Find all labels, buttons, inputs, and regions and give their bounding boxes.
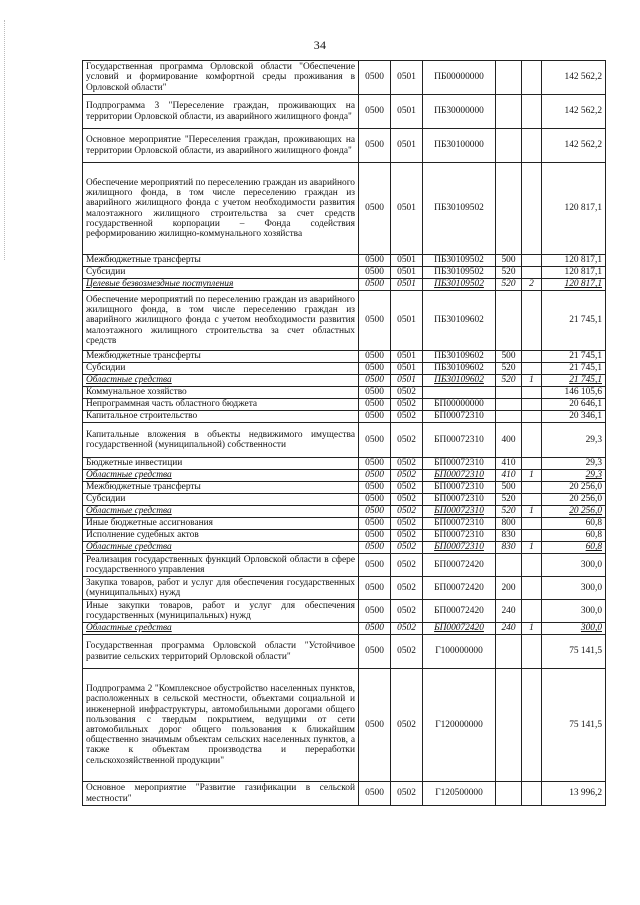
row-name: Основное мероприятие "Развитие газификации в сельской местности" <box>83 782 359 806</box>
row-section-code: 0500 <box>359 577 391 600</box>
row-section-code: 0500 <box>359 267 391 279</box>
table-row <box>83 267 606 279</box>
row-expense-type: 500 <box>496 482 522 494</box>
row-expense-type: 520 <box>496 279 522 291</box>
row-funding-source <box>522 554 542 577</box>
row-expense-type: 410 <box>496 458 522 470</box>
row-expense-type: 520 <box>496 506 522 518</box>
row-subsection-code: 0502 <box>391 458 423 470</box>
row-section-code: 0500 <box>359 530 391 542</box>
row-target-code: БП00072310 <box>423 411 496 423</box>
row-target-code: БП00072310 <box>423 518 496 530</box>
table-row <box>83 518 606 530</box>
row-target-code: БП00000000 <box>423 399 496 411</box>
row-name: Иные бюджетные ассигнования <box>83 518 359 530</box>
table-row <box>83 279 606 291</box>
row-expense-type <box>496 387 522 399</box>
row-name: Областные средства <box>83 470 359 482</box>
row-section-code: 0500 <box>359 95 391 129</box>
row-name: Обеспечение мероприятий по переселению граждан из аварийного жилищного фонда, в том числе переселению граждан из аварийного жилищного фонда с учетом необходимости развития малоэтажного жилищного строительства за счет средств государственной корпорации – Фонда содействия реформированию жилищно-коммунального хозяйства <box>83 163 359 255</box>
table-row <box>83 782 606 806</box>
row-section-code: 0500 <box>359 494 391 506</box>
row-amount: 142 562,2 <box>542 95 606 129</box>
row-amount: 142 562,2 <box>542 61 606 95</box>
row-section-code: 0500 <box>359 279 391 291</box>
row-section-code: 0500 <box>359 399 391 411</box>
row-funding-source <box>522 351 542 363</box>
row-target-code: БП00072310 <box>423 482 496 494</box>
row-name: Государственная программа Орловской области "Устойчивое развитие сельских территорий Орловской области" <box>83 635 359 669</box>
row-funding-source <box>522 363 542 375</box>
table-row <box>83 458 606 470</box>
row-subsection-code: 0502 <box>391 554 423 577</box>
row-subsection-code: 0502 <box>391 600 423 623</box>
table-row <box>83 494 606 506</box>
row-target-code: ПБ30109602 <box>423 351 496 363</box>
row-amount: 29,3 <box>542 458 606 470</box>
row-expense-type <box>496 291 522 351</box>
row-subsection-code: 0502 <box>391 411 423 423</box>
row-funding-source: 1 <box>522 470 542 482</box>
table-row <box>83 291 606 351</box>
table-body <box>83 61 606 806</box>
table-row <box>83 623 606 635</box>
row-name: Областные средства <box>83 542 359 554</box>
row-funding-source <box>522 782 542 806</box>
row-subsection-code: 0501 <box>391 95 423 129</box>
row-section-code: 0500 <box>359 363 391 375</box>
row-name: Областные средства <box>83 506 359 518</box>
row-funding-source <box>522 482 542 494</box>
row-section-code: 0500 <box>359 351 391 363</box>
row-name: Целевые безвозмездные поступления <box>83 279 359 291</box>
row-expense-type: 400 <box>496 423 522 458</box>
table-row <box>83 530 606 542</box>
row-section-code: 0500 <box>359 411 391 423</box>
row-expense-type <box>496 163 522 255</box>
row-target-code: ПБ30109602 <box>423 291 496 351</box>
row-funding-source <box>522 530 542 542</box>
page-number: 34 <box>313 38 327 52</box>
row-amount: 300,0 <box>542 623 606 635</box>
row-expense-type: 830 <box>496 542 522 554</box>
row-funding-source: 1 <box>522 506 542 518</box>
row-name: Областные средства <box>83 375 359 387</box>
row-subsection-code: 0502 <box>391 623 423 635</box>
row-target-code: Г120500000 <box>423 782 496 806</box>
row-amount: 60,8 <box>542 542 606 554</box>
row-expense-type: 830 <box>496 530 522 542</box>
table-row <box>83 482 606 494</box>
row-target-code: ПБ30109602 <box>423 363 496 375</box>
row-expense-type: 520 <box>496 267 522 279</box>
row-name: Иные закупки товаров, работ и услуг для обеспечения государственных (муниципальных) нужд <box>83 600 359 623</box>
row-target-code: БП00072310 <box>423 542 496 554</box>
row-section-code: 0500 <box>359 470 391 482</box>
row-section-code: 0500 <box>359 600 391 623</box>
table-row <box>83 387 606 399</box>
row-name: Закупка товаров, работ и услуг для обеспечения государственных (муниципальных) нужд <box>83 577 359 600</box>
row-funding-source <box>522 577 542 600</box>
row-subsection-code: 0502 <box>391 577 423 600</box>
row-target-code: ПБ30000000 <box>423 95 496 129</box>
row-name: Капитальные вложения в объекты недвижимого имущества государственной (муниципальной) собственности <box>83 423 359 458</box>
table-row <box>83 163 606 255</box>
row-target-code: ПБ30100000 <box>423 129 496 163</box>
row-expense-type: 520 <box>496 494 522 506</box>
row-subsection-code: 0502 <box>391 494 423 506</box>
row-target-code: БП00072420 <box>423 623 496 635</box>
row-funding-source <box>522 518 542 530</box>
row-name: Реализация государственных функций Орловской области в сфере государственного управления <box>83 554 359 577</box>
row-name: Капитальное строительство <box>83 411 359 423</box>
table-row <box>83 129 606 163</box>
row-funding-source <box>522 399 542 411</box>
row-funding-source: 1 <box>522 623 542 635</box>
row-section-code: 0500 <box>359 669 391 782</box>
row-target-code: БП00072310 <box>423 530 496 542</box>
row-funding-source <box>522 267 542 279</box>
row-expense-type <box>496 411 522 423</box>
table-row <box>83 375 606 387</box>
row-target-code: БП00072310 <box>423 470 496 482</box>
row-amount: 29,3 <box>542 470 606 482</box>
row-subsection-code: 0502 <box>391 399 423 411</box>
row-amount: 120 817,1 <box>542 163 606 255</box>
row-name: Обеспечение мероприятий по переселению граждан из аварийного жилищного фонда, в том числе переселению граждан из аварийного жилищного фонда с учетом необходимости развития малоэтажного жилищного строительства за счет областных средств <box>83 291 359 351</box>
row-expense-type: 800 <box>496 518 522 530</box>
row-name: Непрограммная часть областного бюджета <box>83 399 359 411</box>
row-expense-type: 500 <box>496 351 522 363</box>
row-expense-type: 200 <box>496 577 522 600</box>
row-target-code: Г100000000 <box>423 635 496 669</box>
row-subsection-code: 0502 <box>391 530 423 542</box>
table-row <box>83 669 606 782</box>
row-funding-source <box>522 387 542 399</box>
row-subsection-code: 0502 <box>391 542 423 554</box>
row-expense-type: 520 <box>496 363 522 375</box>
table-row <box>83 635 606 669</box>
row-name: Государственная программа Орловской области "Обеспечение условий и формирование комфортной среды проживания в Орловской области" <box>83 61 359 95</box>
row-target-code: ПБ30109502 <box>423 255 496 267</box>
row-expense-type <box>496 129 522 163</box>
row-section-code: 0500 <box>359 782 391 806</box>
row-amount: 21 745,1 <box>542 291 606 351</box>
row-expense-type: 520 <box>496 375 522 387</box>
row-name: Субсидии <box>83 363 359 375</box>
row-subsection-code: 0502 <box>391 518 423 530</box>
row-amount: 120 817,1 <box>542 255 606 267</box>
row-subsection-code: 0501 <box>391 129 423 163</box>
row-target-code: БП00072310 <box>423 423 496 458</box>
table-row <box>83 363 606 375</box>
row-funding-source: 2 <box>522 279 542 291</box>
table-row <box>83 600 606 623</box>
row-section-code: 0500 <box>359 506 391 518</box>
row-section-code: 0500 <box>359 623 391 635</box>
row-amount: 21 745,1 <box>542 375 606 387</box>
row-subsection-code: 0501 <box>391 363 423 375</box>
row-section-code: 0500 <box>359 518 391 530</box>
row-section-code: 0500 <box>359 554 391 577</box>
row-funding-source <box>522 129 542 163</box>
row-amount: 75 141,5 <box>542 669 606 782</box>
row-name: Коммунальное хозяйство <box>83 387 359 399</box>
row-amount: 21 745,1 <box>542 363 606 375</box>
row-target-code: ПБ00000000 <box>423 61 496 95</box>
row-funding-source: 1 <box>522 542 542 554</box>
row-section-code: 0500 <box>359 482 391 494</box>
row-name: Исполнение судебных актов <box>83 530 359 542</box>
row-amount: 20 346,1 <box>542 411 606 423</box>
table-row <box>83 506 606 518</box>
row-expense-type <box>496 554 522 577</box>
row-expense-type <box>496 95 522 129</box>
table-row <box>83 470 606 482</box>
row-subsection-code: 0501 <box>391 163 423 255</box>
row-funding-source <box>522 423 542 458</box>
table-row <box>83 554 606 577</box>
row-amount: 20 646,1 <box>542 399 606 411</box>
row-amount: 20 256,0 <box>542 482 606 494</box>
row-amount: 75 141,5 <box>542 635 606 669</box>
row-amount: 60,8 <box>542 530 606 542</box>
row-subsection-code: 0502 <box>391 387 423 399</box>
row-target-code: ПБ30109502 <box>423 267 496 279</box>
table-row <box>83 577 606 600</box>
row-name: Межбюджетные трансферты <box>83 351 359 363</box>
row-name: Субсидии <box>83 494 359 506</box>
row-target-code: БП00072310 <box>423 494 496 506</box>
row-name: Межбюджетные трансферты <box>83 482 359 494</box>
row-amount: 29,3 <box>542 423 606 458</box>
row-funding-source <box>522 255 542 267</box>
row-subsection-code: 0501 <box>391 351 423 363</box>
row-subsection-code: 0502 <box>391 635 423 669</box>
row-amount: 300,0 <box>542 554 606 577</box>
budget-allocation-table <box>82 60 606 806</box>
row-amount: 146 105,6 <box>542 387 606 399</box>
row-amount: 142 562,2 <box>542 129 606 163</box>
row-section-code: 0500 <box>359 635 391 669</box>
row-section-code: 0500 <box>359 542 391 554</box>
row-funding-source <box>522 494 542 506</box>
row-amount: 20 256,0 <box>542 506 606 518</box>
row-target-code: БП00072420 <box>423 600 496 623</box>
row-section-code: 0500 <box>359 129 391 163</box>
row-amount: 120 817,1 <box>542 267 606 279</box>
row-amount: 20 256,0 <box>542 494 606 506</box>
row-expense-type <box>496 782 522 806</box>
table-row <box>83 255 606 267</box>
row-subsection-code: 0501 <box>391 279 423 291</box>
row-section-code: 0500 <box>359 423 391 458</box>
table-row <box>83 399 606 411</box>
row-funding-source <box>522 291 542 351</box>
row-expense-type <box>496 635 522 669</box>
table-row <box>83 61 606 95</box>
row-subsection-code: 0502 <box>391 482 423 494</box>
row-section-code: 0500 <box>359 458 391 470</box>
row-name: Областные средства <box>83 623 359 635</box>
row-name: Межбюджетные трансферты <box>83 255 359 267</box>
row-section-code: 0500 <box>359 163 391 255</box>
table-row <box>83 411 606 423</box>
row-subsection-code: 0502 <box>391 669 423 782</box>
row-amount: 120 817,1 <box>542 279 606 291</box>
row-subsection-code: 0502 <box>391 423 423 458</box>
row-amount: 13 996,2 <box>542 782 606 806</box>
row-funding-source <box>522 411 542 423</box>
row-expense-type <box>496 669 522 782</box>
row-expense-type: 240 <box>496 623 522 635</box>
row-target-code: БП00072310 <box>423 506 496 518</box>
row-section-code: 0500 <box>359 375 391 387</box>
row-subsection-code: 0501 <box>391 267 423 279</box>
row-funding-source: 1 <box>522 375 542 387</box>
row-subsection-code: 0501 <box>391 61 423 95</box>
row-target-code: Г120000000 <box>423 669 496 782</box>
row-name: Субсидии <box>83 267 359 279</box>
row-expense-type: 410 <box>496 470 522 482</box>
row-amount: 60,8 <box>542 518 606 530</box>
row-subsection-code: 0502 <box>391 470 423 482</box>
row-subsection-code: 0501 <box>391 375 423 387</box>
row-target-code: ПБ30109502 <box>423 279 496 291</box>
table-row <box>83 542 606 554</box>
table-row <box>83 351 606 363</box>
row-section-code: 0500 <box>359 291 391 351</box>
row-subsection-code: 0501 <box>391 291 423 351</box>
row-funding-source <box>522 669 542 782</box>
row-target-code: БП00072420 <box>423 577 496 600</box>
row-funding-source <box>522 61 542 95</box>
row-name: Основное мероприятие "Переселения граждан, проживающих на территории Орловской области, из аварийного жилищного фонда" <box>83 129 359 163</box>
row-funding-source <box>522 600 542 623</box>
row-target-code: ПБ30109502 <box>423 163 496 255</box>
row-expense-type <box>496 61 522 95</box>
row-subsection-code: 0501 <box>391 255 423 267</box>
row-expense-type <box>496 399 522 411</box>
row-amount: 21 745,1 <box>542 351 606 363</box>
row-funding-source <box>522 635 542 669</box>
row-amount: 300,0 <box>542 577 606 600</box>
row-target-code: БП00072420 <box>423 554 496 577</box>
row-expense-type: 240 <box>496 600 522 623</box>
row-section-code: 0500 <box>359 387 391 399</box>
row-subsection-code: 0502 <box>391 506 423 518</box>
row-target-code: БП00072310 <box>423 458 496 470</box>
row-subsection-code: 0502 <box>391 782 423 806</box>
row-funding-source <box>522 458 542 470</box>
row-amount: 300,0 <box>542 600 606 623</box>
row-section-code: 0500 <box>359 255 391 267</box>
row-target-code <box>423 387 496 399</box>
row-section-code: 0500 <box>359 61 391 95</box>
row-funding-source <box>522 163 542 255</box>
row-target-code: ПБ30109602 <box>423 375 496 387</box>
table-row <box>83 423 606 458</box>
row-name: Подпрограмма 3 "Переселение граждан, проживающих на территории Орловской области, из аварийного жилищного фонда" <box>83 95 359 129</box>
table-row <box>83 95 606 129</box>
row-name: Бюджетные инвестиции <box>83 458 359 470</box>
row-funding-source <box>522 95 542 129</box>
row-expense-type: 500 <box>496 255 522 267</box>
row-name: Подпрограмма 2 "Комплексное обустройство населенных пунктов, расположенных в сельской местности, объектами социальной и инженерной инфраструктуры, автомобильными дорогами общего пользования с твердым покрытием, ведущими от сети автомобильных дорог общего пользования к ближайшим общественно значимым объектам сельских населенных пунктов, а также к объектам производства и переработки сельскохозяйственной продукции" <box>83 669 359 782</box>
scan-margin-marks <box>4 20 7 260</box>
